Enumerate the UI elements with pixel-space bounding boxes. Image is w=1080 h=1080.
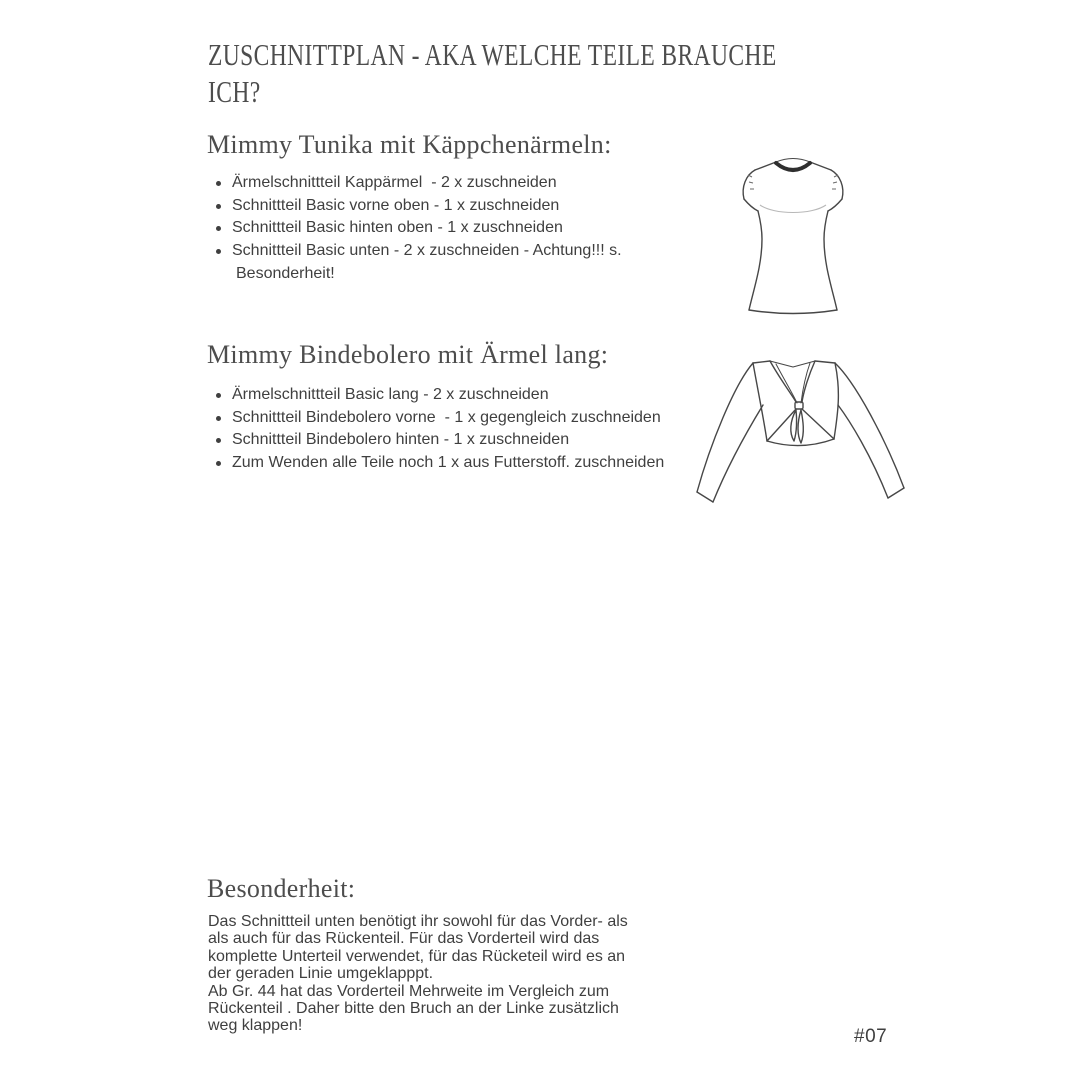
list-item-text: Schnittteil Basic vorne oben - 1 x zuschneiden bbox=[232, 196, 560, 214]
list-item-text: Ärmelschnittteil Kappärmel - 2 x zuschneiden bbox=[232, 174, 557, 191]
note-line: komplette Unterteil verwendet, für das Rücketeil wird es an bbox=[208, 947, 626, 965]
tunic-yoke-seam bbox=[760, 205, 826, 213]
bullet-icon bbox=[216, 393, 221, 398]
bullet-icon bbox=[216, 181, 221, 186]
list-item-text: Zum Wenden alle Teile noch 1 x aus Futterstoff. zuschneiden bbox=[232, 454, 665, 472]
bullet-icon bbox=[216, 249, 221, 254]
note-heading: Besonderheit: bbox=[207, 874, 356, 903]
tunic-gather-ticks bbox=[748, 175, 838, 189]
list-item-text: Schnittteil Bindebolero hinten - 1 x zuschneiden bbox=[232, 431, 570, 449]
note-line: der geraden Linie umgeklapppt. bbox=[208, 965, 434, 983]
note-line: weg klappen! bbox=[208, 1017, 303, 1035]
tunika-cutting-list bbox=[212, 172, 622, 286]
section-heading-tunika: Mimmy Tunika mit Käppchenärmeln: bbox=[207, 130, 612, 159]
bullet-icon bbox=[216, 461, 221, 466]
page-title-line-2: ICH? bbox=[208, 74, 261, 109]
note-line: Das Schnittteil unten benötigt ihr sowohl für das Vorder- als bbox=[208, 913, 628, 930]
page-title-line-1: ZUSCHNITTPLAN - AKA WELCHE TEILE BRAUCHE bbox=[208, 37, 777, 72]
tunic-body bbox=[743, 159, 843, 314]
note-line: Rückenteil . Daher bitte den Bruch an der Linke zusätzlich bbox=[208, 1000, 619, 1018]
list-item bbox=[212, 452, 664, 475]
bolero-cutting-list bbox=[212, 384, 664, 475]
page-number: #07 bbox=[854, 1026, 888, 1047]
bullet-icon bbox=[216, 416, 221, 421]
list-item bbox=[212, 240, 622, 263]
tunic-neckband bbox=[776, 163, 810, 170]
list-item bbox=[212, 172, 622, 195]
list-item-continuation bbox=[212, 263, 622, 286]
list-item-text: Ärmelschnittteil Basic lang - 2 x zuschneiden bbox=[232, 386, 549, 403]
bullet-icon bbox=[216, 226, 221, 231]
bullet-icon bbox=[216, 438, 221, 443]
note-line: als auch für das Rückenteil. Für das Vorderteil wird das bbox=[208, 930, 600, 948]
bolero-body bbox=[697, 361, 904, 502]
list-item bbox=[212, 429, 664, 452]
tunic-illustration bbox=[736, 153, 854, 317]
list-item-text: Schnittteil Basic unten - 2 x zuschneiden - Achtung!!! s. bbox=[232, 242, 622, 260]
list-item bbox=[212, 195, 622, 218]
note-paragraph bbox=[208, 913, 628, 1035]
bolero-illustration bbox=[690, 353, 912, 513]
list-item bbox=[212, 384, 664, 407]
section-heading-bindebolero: Mimmy Bindebolero mit Ärmel lang: bbox=[207, 340, 609, 369]
note-line: Ab Gr. 44 hat das Vorderteil Mehrweite im Vergleich zum bbox=[208, 982, 610, 1000]
list-item-text: Schnittteil Bindebolero vorne - 1 x gegengleich zuschneiden bbox=[232, 408, 661, 426]
list-item-text: Schnittteil Basic hinten oben - 1 x zuschneiden bbox=[232, 219, 563, 237]
bullet-icon bbox=[216, 204, 221, 209]
list-item bbox=[212, 217, 622, 240]
list-item bbox=[212, 407, 664, 430]
list-item-text: Besonderheit! bbox=[236, 264, 335, 282]
page-title bbox=[208, 36, 968, 110]
